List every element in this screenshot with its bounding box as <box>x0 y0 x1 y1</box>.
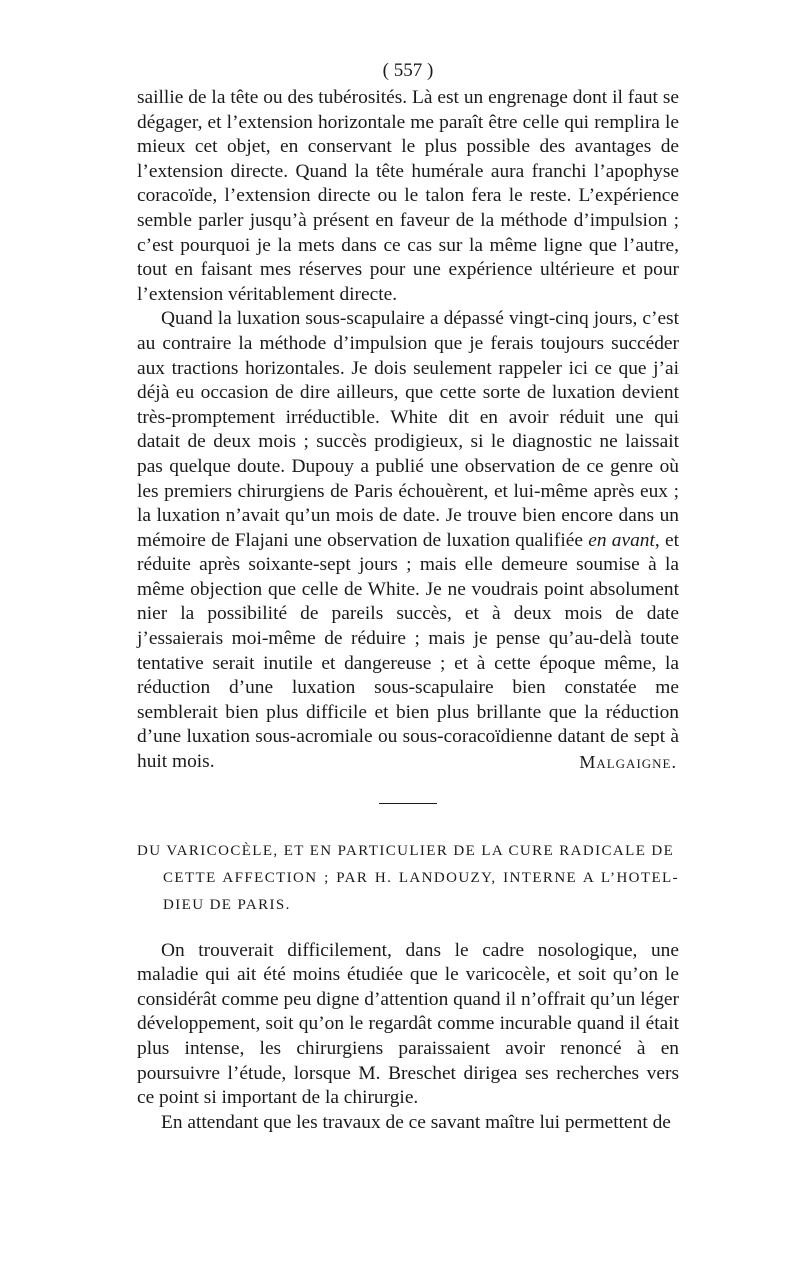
paragraph-text-b: , et réduite après soixante-sept jours ; mais elle demeure soumise à la même objection que celle de White. Je ne voudrais point absolument nier la possibilité de pareils succès, et à deux mois de date j’essaierais moi-même de réduire ; mais je pense qu’au-delà toute tentative serait inutile et dangereuse ; et à cette époque même, la réduction d’une luxation sous-scapulaire bien constatée me semblerait bien plus difficile et bien plus brillante que la réduction d’une luxation sous-acromiale ou sous-coracoïdienne datant de sept à huit mois. <box>137 529 679 773</box>
section-separator <box>379 803 437 804</box>
article-title <box>137 838 679 919</box>
article-paragraph-1: On trouverait difficilement, dans le cadre nosologique, une maladie qui ait été moins étudiée que le varicocèle, et soit qu’on le considérât comme peu digne d’attention quand il n’offrait qu’un léger développement, soit qu’on le regardât comme incurable quand il était plus intense, les chirurgiens paraissaient avoir renoncé à en poursuivre l’étude, lorsque M. Breschet dirigea ses recherches vers ce point si important de la chirurgie. <box>137 939 679 1109</box>
paragraph-continuation: saillie de la tête ou des tubérosités. Là est un engrenage dont il faut se dégager, et l’extension horizontale me paraît être celle qui remplira le mieux cet objet, en conservant le plus possible des avantages de l’extension directe. Quand la tête humérale aura franchi l’apophyse coracoïde, l’extension directe ou le talon fera le reste. L’expérience semble parler jusqu’à présent en faveur de la méthode d’impulsion ; c’est pourquoi je la mets dans ce cas sur la même ligne que l’autre, tout en faisant mes réserves pour une expérience ultérieure et pour l’extension véritablement directe. <box>137 87 679 305</box>
book-page <box>137 58 679 1135</box>
paragraph-sous-scapulaire <box>137 307 679 774</box>
article-title-line2: CETTE AFFECTION ; PAR H. LANDOUZY, INTERNE A L’HOTEL-DIEU DE PARIS. <box>163 869 679 913</box>
paragraph-text-a: Quand la luxation sous-scapulaire a dépassé vingt-cinq jours, c’est au contraire la méthode d’impulsion que je ferais toujours succéder aux tractions horizontales. Je dois seulement rappeler ici ce que j’ai déjà eu occasion de dire ailleurs, que cette sorte de luxation devient très-promptement irréductible. White dit en avoir réduit une qui datait de deux mois ; succès prodigieux, si le diagnostic ne laissait pas quelque doute. Dupouy a publié une observation de ce genre où les premiers chirurgiens de Paris échouèrent, et lui-même après eux ; la luxation n’avait qu’un mois de date. Je trouve bien encore dans un mémoire de Flajani une observation de luxation qualifiée <box>137 308 679 551</box>
article-paragraph-2: En attendant que les travaux de ce savant maître lui permettent de <box>161 1111 671 1133</box>
italic-phrase: en avant <box>588 529 655 551</box>
author-signature: Malgaigne. <box>579 752 677 773</box>
article-title-line1: DU VARICOCÈLE, ET EN PARTICULIER DE LA CURE RADICALE DE <box>137 842 675 859</box>
page-number: ( 557 ) <box>382 60 434 81</box>
